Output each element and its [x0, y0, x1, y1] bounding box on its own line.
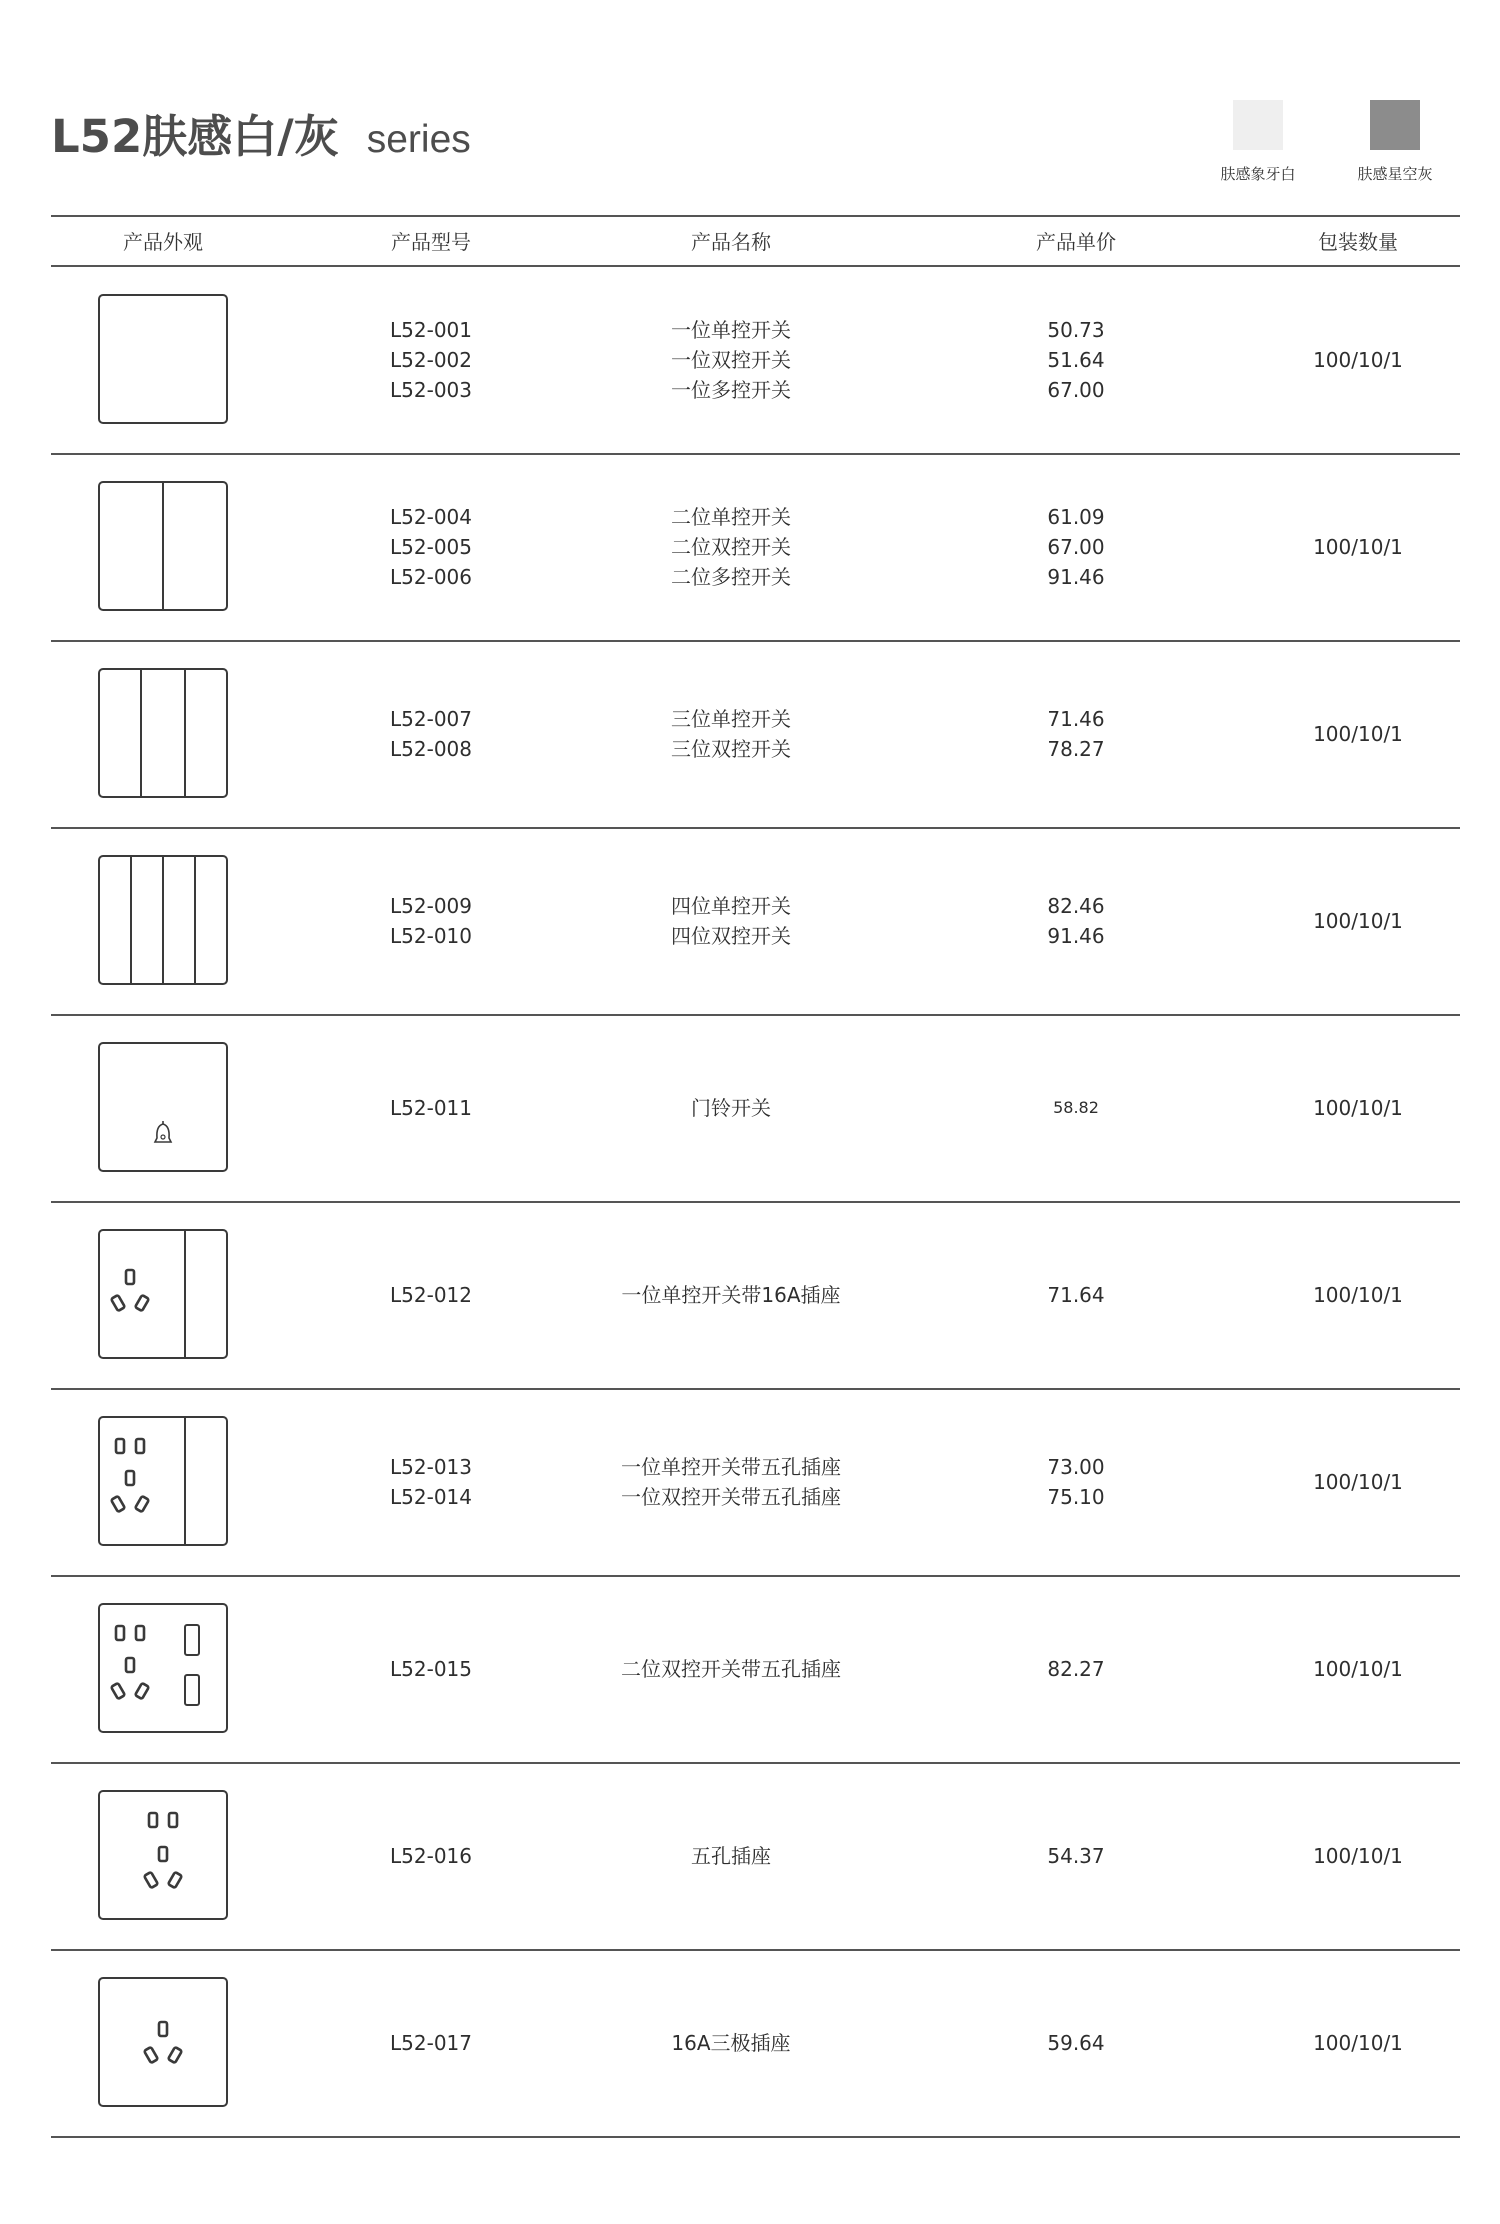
product-model-text: L52-017: [390, 2030, 472, 2055]
pack-quantity-cell: [1313, 266, 1403, 453]
product-price-text: 59.64: [1047, 2030, 1105, 2055]
pack-quantity-cell: [1313, 640, 1403, 827]
column-header-name: 产品名称: [691, 230, 771, 254]
product-name-text: 一位单控开关带五孔插座: [621, 1454, 841, 1479]
table-row: [51, 1949, 1460, 2138]
table-row: [51, 1201, 1460, 1390]
product-name-text: 五孔插座: [691, 1843, 771, 1868]
product-model-text: L52-001: [390, 317, 472, 342]
product-name-cell: [691, 1014, 771, 1201]
pack-quantity-cell: [1313, 827, 1403, 1014]
product-model-text: L52-010: [390, 923, 472, 948]
color-swatch-star-gray: [1370, 100, 1420, 150]
series-subtitle: series: [366, 118, 471, 161]
pack-quantity-text: 100/10/1: [1313, 1469, 1403, 1494]
product-name-text: 二位多控开关: [671, 564, 791, 589]
product-model-cell: [390, 640, 472, 827]
product-name-text: 16A三极插座: [671, 2030, 791, 2055]
table-row: [51, 1014, 1460, 1203]
product-name-text: 四位双控开关: [671, 923, 791, 948]
product-price-cell: [1047, 640, 1104, 827]
product-price-text: 67.00: [1047, 534, 1105, 559]
product-name-cell: [671, 1949, 790, 2136]
product-model-cell: [390, 827, 472, 1014]
product-model-cell: [390, 1762, 472, 1949]
column-header-appearance: 产品外观: [123, 230, 203, 254]
table-row: [51, 1762, 1460, 1951]
product-name-cell: [621, 1388, 841, 1575]
product-price-text: 91.46: [1047, 923, 1105, 948]
product-name-text: 二位单控开关: [671, 504, 791, 529]
product-price-text: 58.82: [1053, 1097, 1099, 1117]
switch-five-hole-socket-icon: [98, 1416, 228, 1546]
product-price-text: 61.09: [1047, 504, 1105, 529]
product-model-text: L52-011: [390, 1095, 472, 1120]
table-top-rule: [51, 215, 1460, 217]
product-price-text: 54.37: [1047, 1843, 1105, 1868]
product-name-text: 一位单控开关带16A插座: [621, 1282, 841, 1307]
product-name-text: 三位单控开关: [671, 706, 791, 731]
product-name-cell: [691, 1762, 771, 1949]
product-price-text: 71.64: [1047, 1282, 1105, 1307]
color-swatch-ivory-white: [1233, 100, 1283, 150]
table-row: [51, 827, 1460, 1016]
column-header-pack: 包装数量: [1318, 230, 1398, 254]
product-price-text: 82.46: [1047, 893, 1105, 918]
product-price-text: 73.00: [1047, 1454, 1105, 1479]
table-row: [51, 1575, 1460, 1764]
column-header-price: 产品单价: [1036, 230, 1116, 254]
pack-quantity-text: 100/10/1: [1313, 1095, 1403, 1120]
product-model-cell: [390, 453, 472, 640]
page-title: [51, 100, 471, 163]
product-name-text: 一位双控开关: [671, 347, 791, 372]
doorbell-switch-icon: [98, 1042, 228, 1172]
pack-quantity-cell: [1313, 1762, 1403, 1949]
series-title: L52肤感白/灰: [51, 110, 339, 163]
product-model-cell: [390, 1201, 472, 1388]
two-switch-five-hole-socket-icon: [98, 1603, 228, 1733]
product-name-text: 一位多控开关: [671, 377, 791, 402]
product-name-text: 二位双控开关: [671, 534, 791, 559]
swatch-label-star-gray: 肤感星空灰: [1357, 165, 1433, 183]
16a-three-pin-socket-icon: [98, 1977, 228, 2107]
product-model-cell: [390, 266, 472, 453]
table-row: [51, 1388, 1460, 1577]
product-model-cell: [390, 1949, 472, 2136]
table-row: [51, 453, 1460, 642]
product-name-text: 三位双控开关: [671, 736, 791, 761]
product-name-text: 门铃开关: [691, 1095, 771, 1120]
three-gang-switch-icon: [98, 668, 228, 798]
product-price-text: 71.46: [1047, 706, 1105, 731]
swatch-label-ivory-white: 肤感象牙白: [1220, 165, 1296, 183]
table-row: [51, 266, 1460, 455]
pack-quantity-text: 100/10/1: [1313, 1656, 1403, 1681]
product-model-cell: [390, 1388, 472, 1575]
product-price-text: 51.64: [1047, 347, 1105, 372]
pack-quantity-cell: [1313, 1575, 1403, 1762]
product-price-cell: [1047, 1762, 1104, 1949]
pack-quantity-cell: [1313, 1201, 1403, 1388]
product-model-text: L52-003: [390, 377, 472, 402]
product-name-text: 一位单控开关: [671, 317, 791, 342]
product-price-cell: [1047, 1575, 1104, 1762]
product-name-text: 一位双控开关带五孔插座: [621, 1484, 841, 1509]
four-gang-switch-icon: [98, 855, 228, 985]
pack-quantity-cell: [1313, 1388, 1403, 1575]
product-name-cell: [621, 1575, 841, 1762]
pack-quantity-text: 100/10/1: [1313, 1843, 1403, 1868]
product-model-text: L52-015: [390, 1656, 472, 1681]
pack-quantity-text: 100/10/1: [1313, 908, 1403, 933]
product-model-cell: [390, 1014, 472, 1201]
product-model-cell: [390, 1575, 472, 1762]
table-row: [51, 640, 1460, 829]
product-name-text: 四位单控开关: [671, 893, 791, 918]
column-header-model: 产品型号: [391, 230, 471, 254]
pack-quantity-text: 100/10/1: [1313, 721, 1403, 746]
product-name-cell: [671, 827, 791, 1014]
pack-quantity-text: 100/10/1: [1313, 2030, 1403, 2055]
pack-quantity-cell: [1313, 1014, 1403, 1201]
five-hole-socket-icon: [98, 1790, 228, 1920]
product-price-cell: [1047, 1388, 1104, 1575]
single-gang-switch-icon: [98, 294, 228, 424]
product-price-text: 75.10: [1047, 1484, 1105, 1509]
pack-quantity-text: 100/10/1: [1313, 1282, 1403, 1307]
product-price-cell: [1053, 1014, 1099, 1201]
product-price-cell: [1047, 266, 1104, 453]
product-model-text: L52-008: [390, 736, 472, 761]
pack-quantity-cell: [1313, 1949, 1403, 2136]
pack-quantity-text: 100/10/1: [1313, 534, 1403, 559]
product-model-text: L52-013: [390, 1454, 472, 1479]
product-model-text: L52-012: [390, 1282, 472, 1307]
product-price-text: 78.27: [1047, 736, 1105, 761]
product-model-text: L52-002: [390, 347, 472, 372]
product-model-text: L52-006: [390, 564, 472, 589]
product-price-cell: [1047, 453, 1104, 640]
product-model-text: L52-016: [390, 1843, 472, 1868]
product-model-text: L52-004: [390, 504, 472, 529]
product-model-text: L52-007: [390, 706, 472, 731]
product-model-text: L52-009: [390, 893, 472, 918]
product-name-text: 二位双控开关带五孔插座: [621, 1656, 841, 1681]
product-price-text: 91.46: [1047, 564, 1105, 589]
product-price-cell: [1047, 1201, 1104, 1388]
product-price-text: 50.73: [1047, 317, 1105, 342]
product-name-cell: [671, 640, 791, 827]
product-name-cell: [621, 1201, 840, 1388]
product-name-cell: [671, 453, 791, 640]
switch-16a-socket-icon: [98, 1229, 228, 1359]
product-name-cell: [671, 266, 791, 453]
product-model-text: L52-005: [390, 534, 472, 559]
product-price-text: 67.00: [1047, 377, 1105, 402]
product-price-text: 82.27: [1047, 1656, 1105, 1681]
product-price-cell: [1047, 827, 1104, 1014]
pack-quantity-cell: [1313, 453, 1403, 640]
two-gang-switch-icon: [98, 481, 228, 611]
product-price-cell: [1047, 1949, 1104, 2136]
product-model-text: L52-014: [390, 1484, 472, 1509]
pack-quantity-text: 100/10/1: [1313, 347, 1403, 372]
